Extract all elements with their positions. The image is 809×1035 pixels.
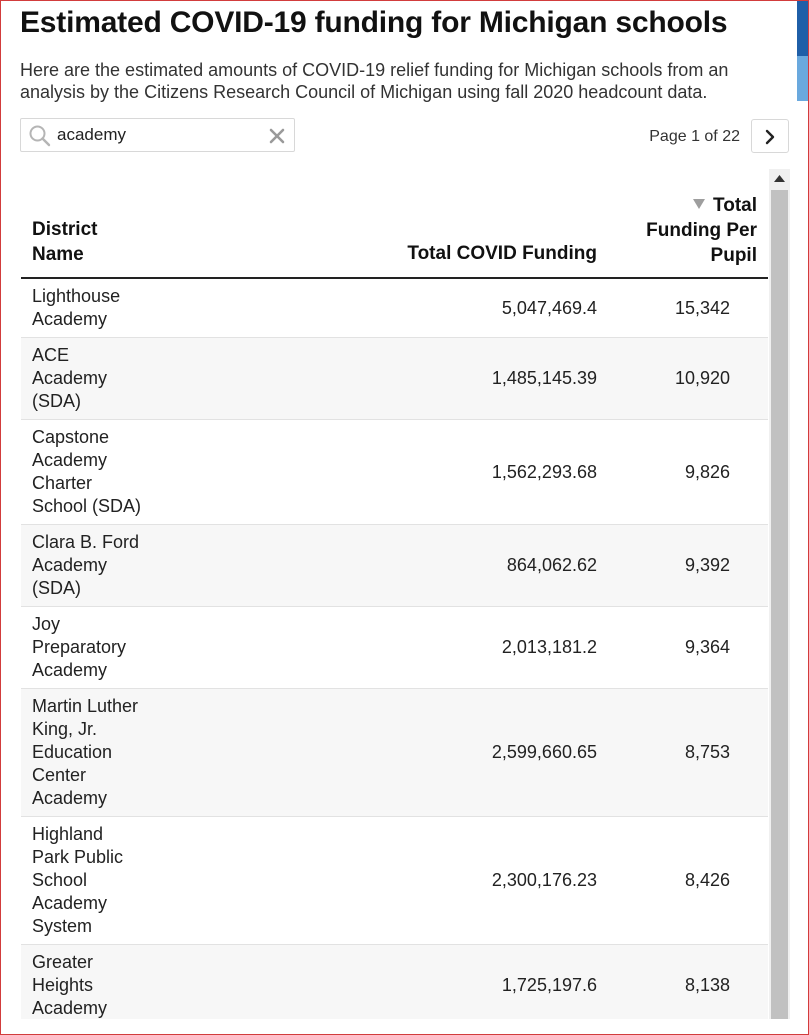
district-name-line: School	[32, 870, 88, 890]
per-pupil-cell: 8,753	[684, 742, 730, 762]
per-pupil-cell: 8,426	[684, 870, 730, 890]
column-header-district[interactable]	[32, 217, 97, 267]
funding-cell: 1,485,145.39	[491, 368, 597, 388]
table-row	[21, 525, 768, 607]
district-name-line: Center	[32, 765, 87, 785]
column-header-text: Pupil	[710, 245, 757, 266]
district-name-line: Capstone	[32, 427, 110, 447]
scroll-up-button[interactable]	[769, 169, 790, 189]
per-pupil-cell: 10,920	[674, 368, 730, 388]
district-name-line: Greater	[32, 952, 94, 972]
search-input[interactable]	[57, 124, 257, 146]
district-name-line: School (SDA)	[32, 496, 142, 516]
column-header-text: Funding Per	[646, 220, 757, 241]
district-name-cell	[32, 613, 167, 682]
district-name-line: Joy	[32, 614, 61, 634]
district-name-line: ACE	[32, 345, 70, 365]
district-name-cell	[32, 823, 167, 938]
table-header	[21, 169, 768, 279]
chevron-right-icon	[764, 129, 776, 145]
district-name-line: Charter	[32, 473, 93, 493]
search-icon	[28, 124, 52, 148]
funding-cell: 864,062.62	[506, 555, 597, 575]
funding-cell: 1,725,197.6	[501, 975, 597, 995]
district-name-line: Academy	[32, 368, 108, 388]
funding-cell: 1,562,293.68	[491, 462, 597, 482]
table-row	[21, 607, 768, 689]
district-name-line: King, Jr.	[32, 719, 98, 739]
district-name-line: Academy	[32, 788, 108, 808]
funding-cell: 2,300,176.23	[491, 870, 597, 890]
district-name-line: (SDA)	[32, 578, 81, 598]
table-row	[21, 689, 768, 817]
per-pupil-cell: 9,826	[684, 462, 730, 482]
page-subtitle: Here are the estimated amounts of COVID-19 relief funding for Michigan schools from an analysis by the Citizens Research Council of Michigan using fall 2020 headcount data.	[20, 60, 729, 102]
table-row	[21, 420, 768, 525]
column-header-text: Total COVID Funding	[407, 243, 597, 264]
district-name-line: Martin Luther	[32, 696, 139, 716]
district-name-cell	[32, 951, 167, 1019]
column-header-text: Total	[713, 195, 757, 216]
per-pupil-cell: 15,342	[674, 298, 730, 318]
district-name-line: Heights	[32, 975, 94, 995]
district-name-line: Academy	[32, 450, 108, 470]
district-name-cell	[32, 285, 167, 331]
vertical-scrollbar[interactable]	[769, 169, 790, 1019]
column-header-text: District	[32, 219, 98, 240]
district-name-line: Education	[32, 742, 113, 762]
district-name-line: Academy	[32, 893, 108, 913]
per-pupil-cell: 8,138	[684, 975, 730, 995]
district-name-line: Highland	[32, 824, 104, 844]
sort-desc-icon	[693, 191, 705, 216]
per-pupil-cell: 9,392	[684, 555, 730, 575]
page-indicator: Page 1 of 22	[649, 128, 740, 145]
district-name-cell	[32, 426, 167, 518]
funding-cell: 5,047,469.4	[501, 298, 597, 318]
funding-cell: 2,599,660.65	[491, 742, 597, 762]
district-name-line: Clara B. Ford	[32, 532, 140, 552]
table-row	[21, 279, 768, 338]
page-title: Estimated COVID-19 funding for Michigan schools	[20, 6, 728, 39]
table-row	[21, 817, 768, 945]
district-name-cell	[32, 695, 167, 810]
district-name-line: System	[32, 916, 93, 936]
district-name-cell	[32, 344, 167, 413]
district-name-line: (SDA)	[32, 391, 81, 411]
district-name-line: Lighthouse	[32, 286, 121, 306]
funding-cell: 2,013,181.2	[501, 637, 597, 657]
district-name-line: Academy	[32, 309, 108, 329]
column-header-text: Name	[32, 244, 84, 265]
close-icon[interactable]	[268, 127, 286, 145]
district-name-line: Preparatory	[32, 637, 127, 657]
district-name-line: Park Public	[32, 847, 124, 867]
funding-table	[21, 169, 768, 1019]
district-name-line: Academy	[32, 998, 108, 1018]
next-page-button[interactable]	[751, 119, 789, 153]
table-row	[21, 945, 768, 1019]
table-row	[21, 338, 768, 420]
column-header-funding[interactable]	[407, 241, 597, 266]
district-name-cell	[32, 531, 167, 600]
column-header-per-pupil[interactable]	[646, 191, 757, 268]
search-box[interactable]	[20, 118, 295, 152]
edge-accent	[797, 1, 808, 101]
caret-up-icon	[774, 175, 785, 182]
scroll-thumb[interactable]	[771, 190, 788, 1019]
district-name-line: Academy	[32, 660, 108, 680]
district-name-line: Academy	[32, 555, 108, 575]
per-pupil-cell: 9,364	[684, 637, 730, 657]
